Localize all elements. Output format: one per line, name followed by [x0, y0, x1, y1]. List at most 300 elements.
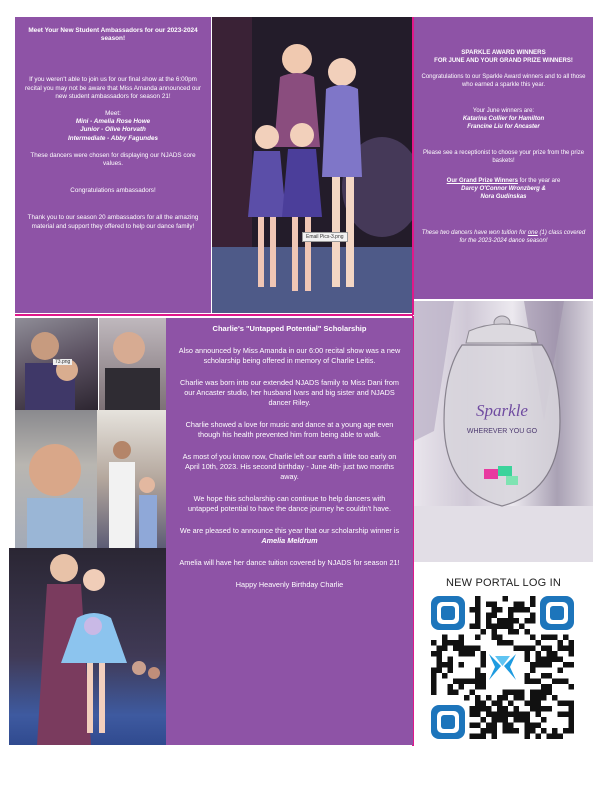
qr-module	[547, 706, 553, 712]
qr-module	[514, 618, 520, 624]
qr-module	[536, 706, 542, 712]
qr-module	[470, 679, 476, 685]
qr-module	[519, 695, 525, 701]
qr-module	[536, 712, 542, 718]
qr-module	[541, 717, 547, 723]
qr-module	[431, 651, 437, 657]
scholarship-paragraph-4: As most of you know now, Charlie left our earth a little too early on April 10th, 2023. His second birthday - June 4th- just two months away.	[182, 452, 397, 481]
sparkle-award-panel	[414, 17, 593, 299]
qr-module	[492, 635, 498, 641]
qr-module	[437, 646, 443, 652]
qr-module	[470, 712, 476, 718]
qr-module	[519, 602, 525, 608]
qr-module	[492, 723, 498, 729]
qr-module	[569, 651, 575, 657]
qr-module	[530, 723, 536, 729]
qr-module	[536, 695, 542, 701]
jar-wherever-text: WHEREVER YOU GO	[466, 428, 538, 435]
sparkle-title-line2: FOR JUNE AND YOUR GRAND PRIZE WINNERS!	[434, 58, 573, 64]
qr-module	[519, 624, 525, 630]
qr-module	[530, 602, 536, 608]
qr-module	[448, 640, 454, 646]
qr-module	[508, 723, 514, 729]
qr-module	[547, 657, 553, 663]
qr-module	[519, 690, 525, 696]
qr-module	[530, 701, 536, 707]
qr-module	[481, 673, 487, 679]
qr-module	[486, 712, 492, 718]
qr-module	[459, 646, 465, 652]
qr-module	[508, 629, 514, 635]
qr-module	[475, 596, 481, 602]
qr-module	[530, 706, 536, 712]
qr-module	[552, 679, 558, 685]
qr-module	[530, 635, 536, 641]
sparkle-title-line1: SPARKLE AWARD WINNERS	[461, 49, 546, 56]
qr-module	[492, 701, 498, 707]
qr-module	[453, 640, 459, 646]
qr-module	[475, 734, 481, 740]
qr-module	[569, 706, 575, 712]
qr-module	[492, 613, 498, 619]
qr-module	[519, 607, 525, 613]
qr-module	[486, 728, 492, 734]
qr-module	[492, 624, 498, 630]
photo-mom-baby	[15, 318, 98, 410]
qr-module	[431, 640, 437, 646]
qr-module	[503, 695, 509, 701]
qr-module	[486, 618, 492, 624]
qr-module	[514, 690, 520, 696]
qr-module	[514, 695, 520, 701]
qr-module	[497, 607, 503, 613]
qr-module	[525, 651, 531, 657]
qr-module	[569, 712, 575, 718]
qr-module	[563, 679, 569, 685]
qr-module	[541, 728, 547, 734]
qr-module	[525, 734, 531, 740]
qr-module	[497, 706, 503, 712]
qr-module	[481, 717, 487, 723]
qr-module	[536, 734, 542, 740]
sparkle-tuition-note: These two dancers have won tuition for one (1) class covered for the 2023-2024 dance season!	[421, 230, 586, 244]
photo-family-recital	[97, 410, 166, 548]
qr-module	[486, 602, 492, 608]
qr-module	[530, 613, 536, 619]
qr-module	[563, 635, 569, 641]
photo-dad-baby	[99, 318, 166, 410]
qr-module	[569, 701, 575, 707]
photo-family-recital-illustration	[97, 410, 166, 548]
qr-module	[497, 712, 503, 718]
qr-module	[470, 734, 476, 740]
jar-sparkle-text: Sparkle	[476, 401, 528, 420]
qr-module	[475, 624, 481, 630]
qr-module	[525, 723, 531, 729]
ambassadors-thanks: Thank you to our season 20 ambassadors for all the amazing material and support they offered to help our dance family!	[27, 214, 199, 230]
qr-module	[464, 679, 470, 685]
qr-module	[514, 717, 520, 723]
photo-filename-tag: Email Pics-3.png	[302, 232, 348, 242]
qr-module	[552, 651, 558, 657]
qr-module	[481, 734, 487, 740]
qr-module	[481, 657, 487, 663]
qr-module	[492, 734, 498, 740]
sparkle-jar-photo	[414, 301, 593, 562]
qr-module	[492, 629, 498, 635]
scholarship-paragraph-1: Also announced by Miss Amanda in our 6:00 recital show was a new scholarship being offered in memory of Charlie Leitis.	[178, 346, 401, 365]
qr-module	[530, 695, 536, 701]
qr-module	[431, 673, 437, 679]
qr-module	[514, 706, 520, 712]
qr-module	[475, 706, 481, 712]
photo-toddler	[15, 410, 97, 548]
qr-module	[470, 646, 476, 652]
qr-module	[448, 657, 454, 663]
qr-module	[558, 646, 564, 652]
qr-module	[437, 668, 443, 674]
qr-module	[514, 712, 520, 718]
qr-module	[525, 618, 531, 624]
sparkle-congrats: Congratulations to our Sparkle Award winners and to all those who earned a sparkle this year.	[421, 74, 586, 88]
qr-module	[536, 640, 542, 646]
qr-module	[459, 640, 465, 646]
qr-module	[453, 679, 459, 685]
qr-module	[530, 728, 536, 734]
qr-module	[525, 701, 531, 707]
qr-module	[481, 679, 487, 685]
qr-module	[453, 646, 459, 652]
qr-module	[492, 717, 498, 723]
qr-module	[497, 640, 503, 646]
qr-module	[492, 607, 498, 613]
qr-module	[475, 602, 481, 608]
qr-module	[536, 657, 542, 663]
qr-module	[547, 734, 553, 740]
qr-module	[558, 701, 564, 707]
qr-module	[525, 629, 531, 635]
qr-module	[569, 717, 575, 723]
qr-module	[475, 684, 481, 690]
qr-module	[530, 646, 536, 652]
scholarship-panel	[166, 318, 413, 745]
qr-module	[569, 684, 575, 690]
qr-module	[492, 712, 498, 718]
ambassador-mini: Mini - Amelia Rose Howe	[75, 118, 151, 126]
qr-module	[508, 624, 514, 630]
qr-module	[525, 728, 531, 734]
sparkle-winner-hamilton: Katarina Collier for Hamilton	[462, 116, 545, 122]
qr-module	[481, 728, 487, 734]
qr-module	[497, 635, 503, 641]
qr-module	[514, 607, 520, 613]
qr-module	[470, 690, 476, 696]
qr-module	[569, 646, 575, 652]
scholarship-title: Charlie's "Untapped Potential" Scholarship	[212, 324, 367, 333]
qr-module	[558, 668, 564, 674]
qr-module	[558, 640, 564, 646]
qr-module	[558, 712, 564, 718]
qr-module	[530, 662, 536, 668]
qr-module	[569, 640, 575, 646]
qr-module	[475, 607, 481, 613]
qr-module	[525, 679, 531, 685]
qr-module	[530, 668, 536, 674]
portal-qr-code[interactable]	[429, 594, 576, 741]
ambassadors-intro: If you weren't able to join us for our final show at the 6:00pm recital you may not be aware that Miss Amanda announced our new student ambassadors for season 21!	[24, 76, 202, 100]
qr-module	[503, 712, 509, 718]
qr-module	[563, 662, 569, 668]
qr-module	[569, 662, 575, 668]
qr-module	[448, 690, 454, 696]
qr-module	[453, 690, 459, 696]
ambassadors-congrats: Congratulations ambassadors!	[70, 187, 156, 195]
qr-module	[563, 712, 569, 718]
qr-module	[563, 701, 569, 707]
qr-module	[475, 618, 481, 624]
ambassadors-title: Meet Your New Student Ambassadors for our 2023-2024 season!	[28, 27, 198, 43]
qr-module	[541, 684, 547, 690]
photo-toddler-illustration	[15, 410, 97, 548]
qr-module	[481, 662, 487, 668]
scholarship-birthday: Happy Heavenly Birthday Charlie	[235, 580, 344, 589]
qr-module	[530, 596, 536, 602]
qr-module	[475, 613, 481, 619]
qr-module	[459, 679, 465, 685]
qr-module	[431, 690, 437, 696]
photo-winner-illustration	[9, 548, 166, 745]
qr-module	[563, 646, 569, 652]
qr-module	[464, 651, 470, 657]
qr-module	[519, 646, 525, 652]
qr-module	[431, 668, 437, 674]
ambassador-junior: Junior - Olive Horvath	[80, 126, 146, 134]
portal-title: NEW PORTAL LOG IN	[445, 577, 562, 589]
qr-module	[486, 624, 492, 630]
sparkle-grand-suffix: for the year are	[517, 178, 561, 184]
qr-module	[519, 717, 525, 723]
qr-module	[431, 679, 437, 685]
scholarship-paragraph-7: Amelia will have her dance tuition covered by NJADS for season 21!	[179, 558, 400, 567]
qr-module	[437, 657, 443, 663]
divider-vertical-top	[412, 17, 414, 315]
qr-module	[503, 618, 509, 624]
qr-finder-bottom-left	[431, 705, 465, 739]
sparkle-grand-winner-1: Darcy O'Connor Wronzberg &	[461, 186, 546, 192]
ambassadors-chosen-text: These dancers were chosen for displaying our NJADS core values.	[30, 151, 196, 168]
qr-module	[541, 706, 547, 712]
qr-module	[541, 646, 547, 652]
qr-module	[547, 635, 553, 641]
qr-module	[497, 624, 503, 630]
qr-module	[508, 728, 514, 734]
qr-module	[525, 646, 531, 652]
qr-module	[536, 701, 542, 707]
qr-module	[514, 728, 520, 734]
photo-dad-baby-illustration	[99, 318, 166, 410]
qr-module	[530, 679, 536, 685]
recital-group-photo	[212, 17, 412, 313]
qr-module	[497, 695, 503, 701]
qr-module	[481, 629, 487, 635]
qr-module	[514, 646, 520, 652]
qr-module	[481, 651, 487, 657]
qr-module	[508, 613, 514, 619]
qr-module	[530, 618, 536, 624]
qr-module	[503, 624, 509, 630]
qr-module	[536, 651, 542, 657]
qr-module	[459, 635, 465, 641]
sparkle-jar-illustration	[414, 301, 593, 562]
qr-module	[475, 668, 481, 674]
qr-module	[541, 662, 547, 668]
qr-module	[475, 679, 481, 685]
qr-module	[508, 701, 514, 707]
scholarship-paragraph-2: Charlie was born into our extended NJADS family to Miss Dani from our Ancaster studio, her husband Ivars and big sister and NJADS dancer Riley.	[180, 378, 399, 407]
qr-module	[486, 723, 492, 729]
qr-module	[497, 717, 503, 723]
sparkle-grand-winner-2: Nora Gudinskas	[480, 194, 527, 200]
ambassadors-meet-label: Meet:	[105, 110, 121, 118]
qr-module	[475, 673, 481, 679]
qr-module	[470, 607, 476, 613]
qr-module	[503, 640, 509, 646]
qr-module	[459, 684, 465, 690]
photo-winner-amelia	[9, 548, 166, 745]
qr-module	[470, 706, 476, 712]
qr-module	[475, 723, 481, 729]
qr-module	[525, 673, 531, 679]
qr-module	[558, 657, 564, 663]
qr-module	[530, 690, 536, 696]
photo-tag: 73.png	[55, 359, 71, 365]
qr-module	[552, 734, 558, 740]
qr-module	[442, 662, 448, 668]
qr-module	[536, 662, 542, 668]
qr-module	[536, 690, 542, 696]
qr-module	[552, 728, 558, 734]
qr-module	[448, 684, 454, 690]
scholarship-paragraph-3: Charlie showed a love for music and dance at a young age even though his health prevented him from being able to walk.	[185, 420, 394, 439]
scholarship-paragraph-6: We are pleased to announce this year that our scholarship winner is	[179, 526, 400, 535]
ambassadors-panel	[15, 17, 211, 313]
qr-module	[519, 712, 525, 718]
qr-module	[547, 662, 553, 668]
qr-module	[442, 673, 448, 679]
qr-module	[431, 684, 437, 690]
qr-module	[569, 728, 575, 734]
qr-module	[541, 635, 547, 641]
qr-module	[475, 695, 481, 701]
qr-module	[481, 706, 487, 712]
qr-module	[442, 640, 448, 646]
qr-module	[492, 728, 498, 734]
qr-module	[508, 607, 514, 613]
ambassador-intermediate: Intermediate - Abby Fagundes	[67, 134, 159, 142]
qr-code-graphic[interactable]	[429, 594, 576, 741]
qr-module	[503, 690, 509, 696]
scholarship-winner: Amelia Meldrum	[261, 536, 318, 545]
qr-module	[552, 695, 558, 701]
sparkle-grand-label: Our Grand Prize Winners	[446, 178, 518, 184]
qr-module	[475, 712, 481, 718]
qr-module	[547, 646, 553, 652]
qr-module	[497, 701, 503, 707]
qr-finder-top-right	[540, 596, 574, 630]
qr-module	[442, 635, 448, 641]
qr-finder-top-left	[431, 596, 465, 630]
qr-module	[503, 717, 509, 723]
qr-module	[470, 651, 476, 657]
qr-module	[481, 684, 487, 690]
qr-module	[569, 723, 575, 729]
qr-module	[464, 646, 470, 652]
qr-module	[558, 734, 564, 740]
qr-module	[541, 690, 547, 696]
qr-module	[486, 706, 492, 712]
qr-module	[475, 635, 481, 641]
qr-module	[547, 684, 553, 690]
scholarship-paragraph-5: We hope this scholarship can continue to help dancers with untapped potential to have the dance journey he couldn't have.	[187, 494, 392, 513]
qr-module	[503, 706, 509, 712]
qr-module	[503, 728, 509, 734]
qr-module	[547, 673, 553, 679]
qr-module	[459, 651, 465, 657]
qr-module	[475, 701, 481, 707]
qr-module	[536, 679, 542, 685]
qr-module	[492, 602, 498, 608]
qr-module	[442, 646, 448, 652]
qr-module	[525, 712, 531, 718]
sparkle-june-label: Your June winners are:	[472, 108, 535, 114]
qr-module	[437, 651, 443, 657]
qr-module	[525, 607, 531, 613]
qr-module	[437, 662, 443, 668]
qr-module	[525, 717, 531, 723]
qr-module	[508, 690, 514, 696]
qr-module	[552, 657, 558, 663]
qr-module	[475, 646, 481, 652]
qr-module	[508, 712, 514, 718]
qr-module	[470, 624, 476, 630]
qr-module	[536, 723, 542, 729]
sparkle-receptionist-note: Please see a receptionist to choose your prize from the prize baskets!	[422, 150, 585, 164]
qr-module	[514, 602, 520, 608]
qr-module	[486, 695, 492, 701]
qr-module	[448, 662, 454, 668]
qr-module	[541, 673, 547, 679]
qr-module	[541, 695, 547, 701]
qr-module	[448, 668, 454, 674]
qr-module	[459, 662, 465, 668]
recital-photo-illustration	[212, 17, 412, 313]
qr-module	[547, 651, 553, 657]
qr-module	[563, 728, 569, 734]
qr-center-logo-icon	[486, 651, 519, 684]
divider-horizontal-middle	[15, 314, 413, 316]
qr-module	[547, 690, 553, 696]
qr-module	[503, 723, 509, 729]
qr-module	[497, 618, 503, 624]
qr-module	[514, 629, 520, 635]
qr-module	[558, 679, 564, 685]
sparkle-winner-ancaster: Francine Liu for Ancaster	[467, 124, 540, 130]
qr-module	[525, 657, 531, 663]
qr-module	[481, 701, 487, 707]
qr-module	[552, 635, 558, 641]
qr-module	[508, 618, 514, 624]
qr-module	[486, 613, 492, 619]
